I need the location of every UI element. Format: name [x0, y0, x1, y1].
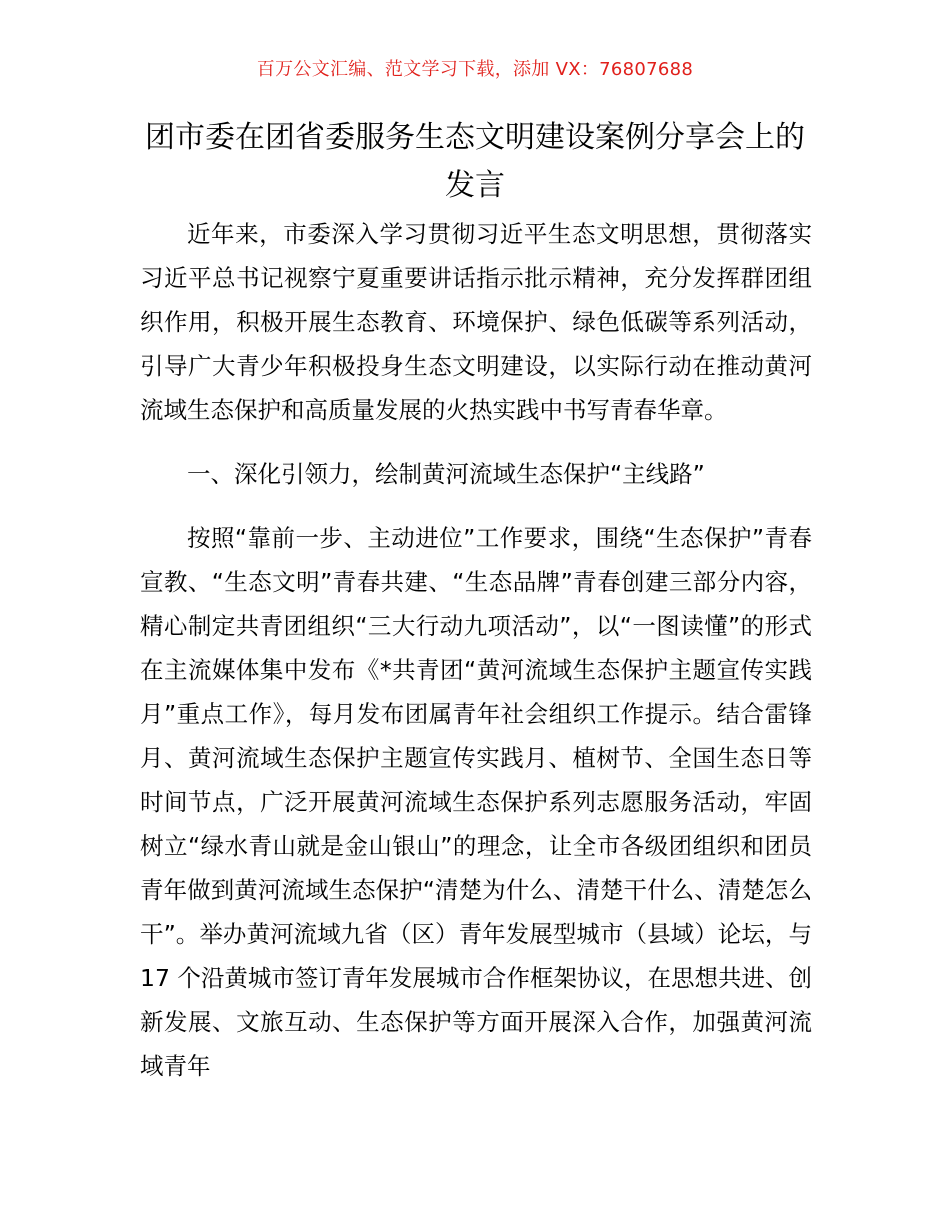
- document-title: 团市委在团省委服务生态文明建设案例分享会上的发言: [145, 120, 805, 203]
- section-heading-1: 一、深化引领力，绘制黄河流域生态保护“主线路”: [187, 460, 705, 488]
- paragraph-intro: 近年来，市委深入学习贯彻习近平生态文明思想，贯彻落实习近平总书记视察宁夏重要讲话指示批示精神，充分发挥群团组织作用，积极开展生态教育、环境保护、绿色低碳等系列活动，引导广大青少年积极投身生态文明建设，以实际行动在推动黄河流域生态保护和高质量发展的火热实践中书写青春华章。: [140, 220, 812, 424]
- paragraph-section-1: 按照“靠前一步、主动进位”工作要求，围绕“生态保护”青春宣教、“生态文明”青春共建、“生态品牌”青春创建三部分内容，精心制定共青团组织“三大行动九项活动”，以“一图读懂”的形式在主流媒体集中发布《*共青团“黄河流域生态保护主题宣传实践月”重点工作》，每月发布团属青年社会组织工作提示。结合雷锋月、黄河流域生态保护主题宣传实践月、植树节、全国生态日等时间节点，广泛开展黄河流域生态保护系列志愿服务活动，牢固树立“绿水青山就是金山银山”的理念，让全市各级团组织和团员青年做到黄河流域生态保护“清楚为什么、清楚干什么、清楚怎么干”。举办黄河流域九省（区）青年发展型城市（县域）论坛，与 17 个沿黄城市签订青年发展城市合作框架协议，在思想共进、创新发展、文旅互动、生态保护等方面开展深入合作，加强黄河流域青年: [140, 524, 812, 1080]
- header-notice: 百万公文汇编、范文学习下载，添加 VX：76807688: [256, 59, 694, 80]
- document-body: [140, 212, 812, 1088]
